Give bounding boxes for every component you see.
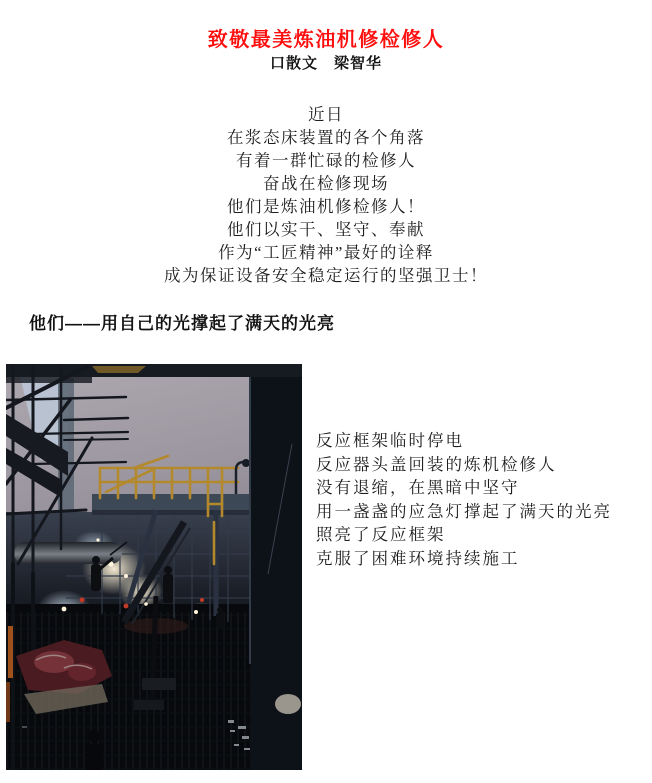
photo-white-sack xyxy=(275,694,301,714)
caption-line: 照亮了反应框架 xyxy=(316,525,446,544)
poem-line: 有着一群忙碌的检修人 xyxy=(236,151,416,170)
poem-line: 成为保证设备安全稳定运行的坚强卫士！ xyxy=(164,266,488,285)
caption-line: 没有退缩，在黑暗中坚守 xyxy=(316,478,520,497)
section-heading: 他们——用自己的光撑起了满天的光亮 xyxy=(29,314,335,333)
poem-line: 近日 xyxy=(308,105,344,124)
caption-line: 反应器头盖回装的炼机检修人 xyxy=(316,454,557,474)
poem-line: 他们以实干、坚守、奉献 xyxy=(227,220,425,239)
poem-stanza xyxy=(0,103,652,287)
caption-line: 反应框架临时停电 xyxy=(316,431,464,450)
poem-line: 奋战在检修现场 xyxy=(263,174,389,193)
poem-line: 在浆态床装置的各个角落 xyxy=(227,128,425,147)
caption-line: 克服了困难环境持续施工 xyxy=(316,548,520,568)
poem-line: 作为“工匠精神”最好的诠释 xyxy=(218,243,434,262)
caption-line: 用一盏盏的应急灯撑起了满天的光亮 xyxy=(316,501,612,521)
poem-line: 他们是炼油机修检修人！ xyxy=(227,197,425,216)
article-photo xyxy=(6,364,302,770)
article-title: 致敬最美炼油机修检修人 xyxy=(207,29,445,52)
photo-caption xyxy=(316,429,612,570)
photo-orange-post xyxy=(8,626,13,678)
article-byline: 口散文 梁智华 xyxy=(269,55,382,72)
